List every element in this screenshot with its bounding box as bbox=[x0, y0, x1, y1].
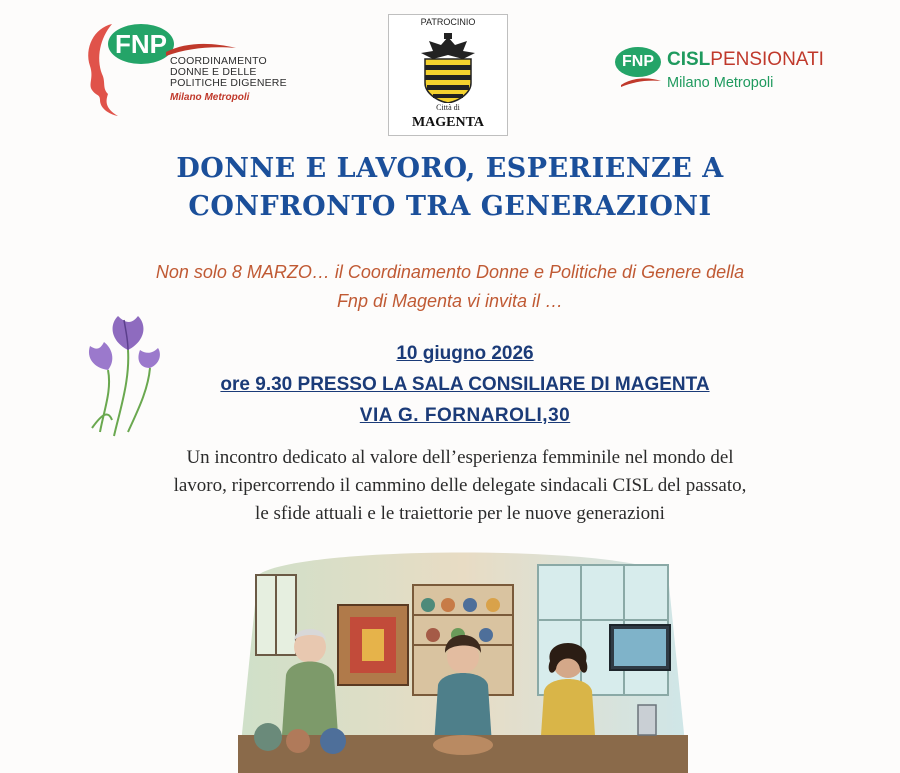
cisl-fnp-brand: FNP bbox=[615, 47, 661, 77]
cisl-swoosh-icon bbox=[621, 77, 661, 87]
fnp-brand: FNP bbox=[108, 24, 174, 64]
event-date: 10 giugno 2026 bbox=[396, 343, 534, 364]
cisl-label: CISL bbox=[667, 49, 711, 70]
cisl-pensionati-logo bbox=[615, 45, 845, 100]
title-line-1: DONNE E LAVORO, ESPERIENZE A bbox=[176, 153, 724, 184]
swoosh-icon bbox=[166, 42, 236, 56]
pensionati-label: PENSIONATI bbox=[710, 49, 824, 70]
description-line-1: Un incontro dedicato al valore dell’esperienza femminile nel mondo del bbox=[186, 447, 734, 468]
event-description bbox=[60, 444, 860, 528]
title-line-2: CONFRONTO TRA GENERAZIONI bbox=[188, 191, 712, 222]
event-address: VIA G. FORNAROLI,30 bbox=[359, 405, 571, 426]
description-line-3: le sfide attuali e le traiettorie per le nuove generazioni bbox=[255, 503, 665, 524]
description-line-2: lavoro, ripercorrendo il cammino delle delegate sindacali CISL del passato, bbox=[173, 475, 747, 496]
magenta-label: MAGENTA bbox=[411, 115, 485, 130]
patrocinio-box bbox=[388, 14, 508, 136]
cisl-pensionati-text bbox=[667, 49, 824, 71]
fnp-coordinamento-logo bbox=[78, 10, 308, 120]
fnp-line-2: DONNE E DELLE bbox=[170, 66, 257, 78]
fnp-line-3: POLITICHE DIGENERE bbox=[170, 77, 287, 89]
fnp-line-1: COORDINAMENTO bbox=[170, 55, 267, 67]
event-time-place: ore 9.30 PRESSO LA SALA CONSILIARE DI MAGENTA bbox=[220, 374, 710, 395]
citta-di-label: Città di bbox=[436, 103, 460, 112]
cisl-city: Milano Metropoli bbox=[667, 75, 774, 91]
event-title bbox=[60, 150, 840, 226]
intro-text bbox=[60, 258, 840, 316]
intro-line-2: Fnp di Magenta vi invita il … bbox=[336, 291, 564, 311]
intro-line-1: Non solo 8 MARZO… il Coordinamento Donne e Politiche di Genere della bbox=[155, 262, 745, 282]
fnp-city: Milano Metropoli bbox=[170, 92, 250, 103]
fnp-coordinamento-text bbox=[170, 56, 287, 89]
women-at-work-illustration bbox=[238, 545, 688, 773]
magenta-coat-of-arms-icon bbox=[411, 31, 485, 103]
patrocinio-label: PATROCINIO bbox=[420, 17, 476, 27]
